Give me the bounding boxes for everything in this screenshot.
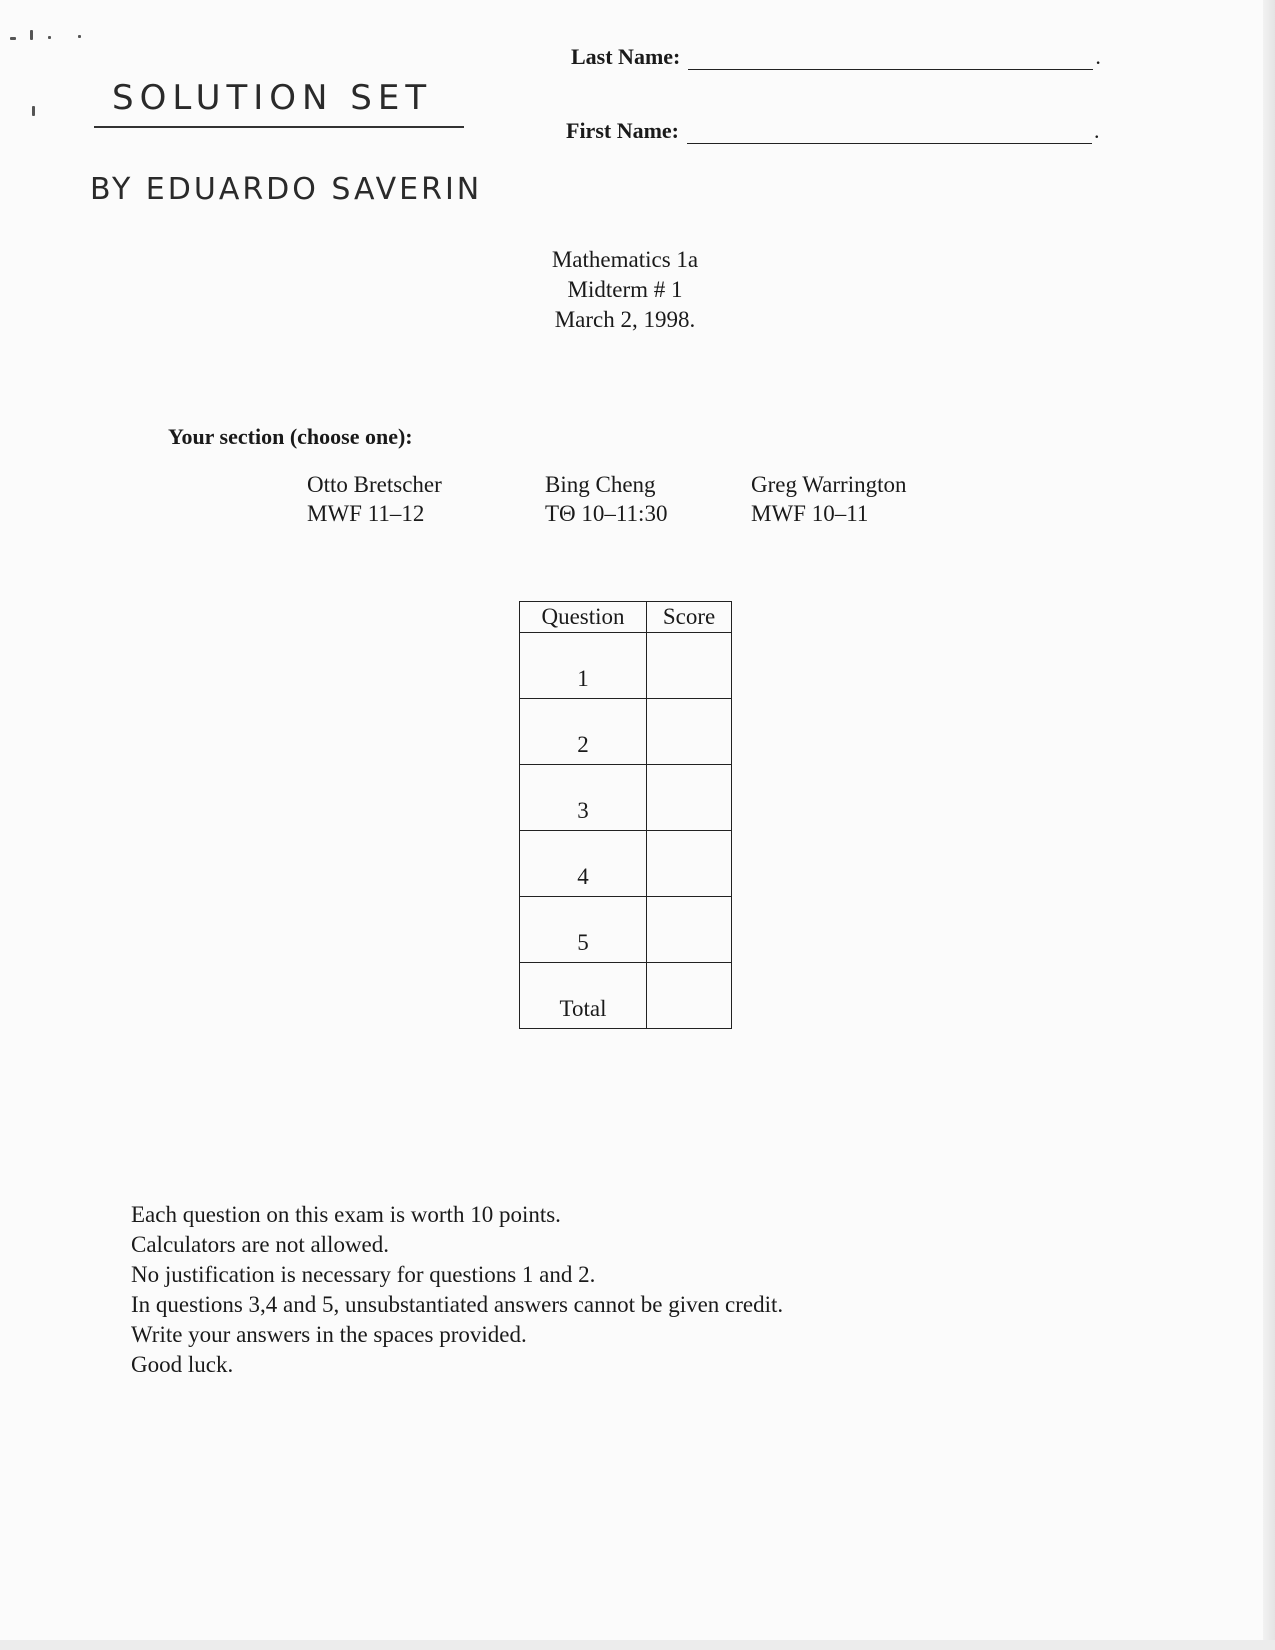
instructor-time: MWF 11–12 (307, 501, 425, 526)
question-cell: 4 (520, 831, 647, 897)
instructor-name: Greg Warrington (751, 472, 907, 497)
scan-edge-bottom (0, 1640, 1275, 1650)
question-column-header: Question (520, 602, 647, 633)
handwritten-title: SOLUTION SET (112, 78, 433, 118)
table-row (520, 633, 732, 699)
course-title: Mathematics 1a (551, 247, 699, 272)
table-row-total (520, 963, 732, 1029)
table-row (520, 699, 732, 765)
handwritten-underline (94, 126, 464, 128)
table-row (520, 765, 732, 831)
question-cell: 1 (520, 633, 647, 699)
exam-date: March 2, 1998. (554, 307, 696, 332)
instruction-line: Good luck. (131, 1352, 234, 1377)
section-label: Your section (choose one): (168, 424, 413, 449)
instruction-line: Calculators are not allowed. (131, 1232, 390, 1257)
last-name-terminator: . (1095, 44, 1101, 69)
instruction-line: Each question on this exam is worth 10 points. (131, 1202, 561, 1227)
instructor-time: MWF 10–11 (751, 501, 869, 526)
last-name-field[interactable] (571, 44, 1101, 70)
score-cell[interactable] (647, 831, 732, 897)
total-score-cell[interactable] (647, 963, 732, 1029)
exam-instructions (131, 1200, 783, 1380)
exam-header (470, 245, 780, 335)
first-name-field[interactable] (566, 118, 1100, 144)
first-name-blank[interactable] (687, 121, 1092, 144)
section-option-cheng[interactable] (545, 470, 667, 528)
score-table (519, 601, 732, 1029)
first-name-terminator: . (1094, 118, 1100, 143)
total-label-cell: Total (520, 963, 647, 1029)
question-cell: 5 (520, 897, 647, 963)
table-row (520, 831, 732, 897)
score-cell[interactable] (647, 699, 732, 765)
instruction-line: Write your answers in the spaces provided. (131, 1322, 527, 1347)
scan-speck (32, 106, 35, 116)
scan-speck (10, 37, 16, 40)
instruction-line: In questions 3,4 and 5, unsubstantiated answers cannot be given credit. (131, 1292, 784, 1317)
section-option-warrington[interactable] (751, 470, 907, 528)
score-column-header: Score (647, 602, 732, 633)
scan-edge-right (1263, 0, 1275, 1650)
first-name-label: First Name: (566, 118, 680, 143)
score-table-header (520, 602, 732, 633)
instructor-name: Otto Bretscher (307, 472, 442, 497)
instructor-time: TΘ 10–11:30 (545, 501, 668, 526)
section-option-bretscher[interactable] (307, 470, 442, 528)
last-name-label: Last Name: (571, 44, 681, 69)
exam-title: Midterm # 1 (567, 277, 683, 302)
instruction-line: No justification is necessary for questions 1 and 2. (131, 1262, 596, 1287)
last-name-blank[interactable] (688, 47, 1093, 70)
score-cell[interactable] (647, 765, 732, 831)
question-cell: 2 (520, 699, 647, 765)
instructor-name: Bing Cheng (545, 472, 656, 497)
scan-speck (78, 35, 81, 38)
score-cell[interactable] (647, 633, 732, 699)
handwritten-author: BY EDUARDO SAVERIN (90, 172, 483, 207)
score-cell[interactable] (647, 897, 732, 963)
scan-speck (48, 36, 51, 39)
scan-speck (30, 30, 33, 40)
table-row (520, 897, 732, 963)
question-cell: 3 (520, 765, 647, 831)
